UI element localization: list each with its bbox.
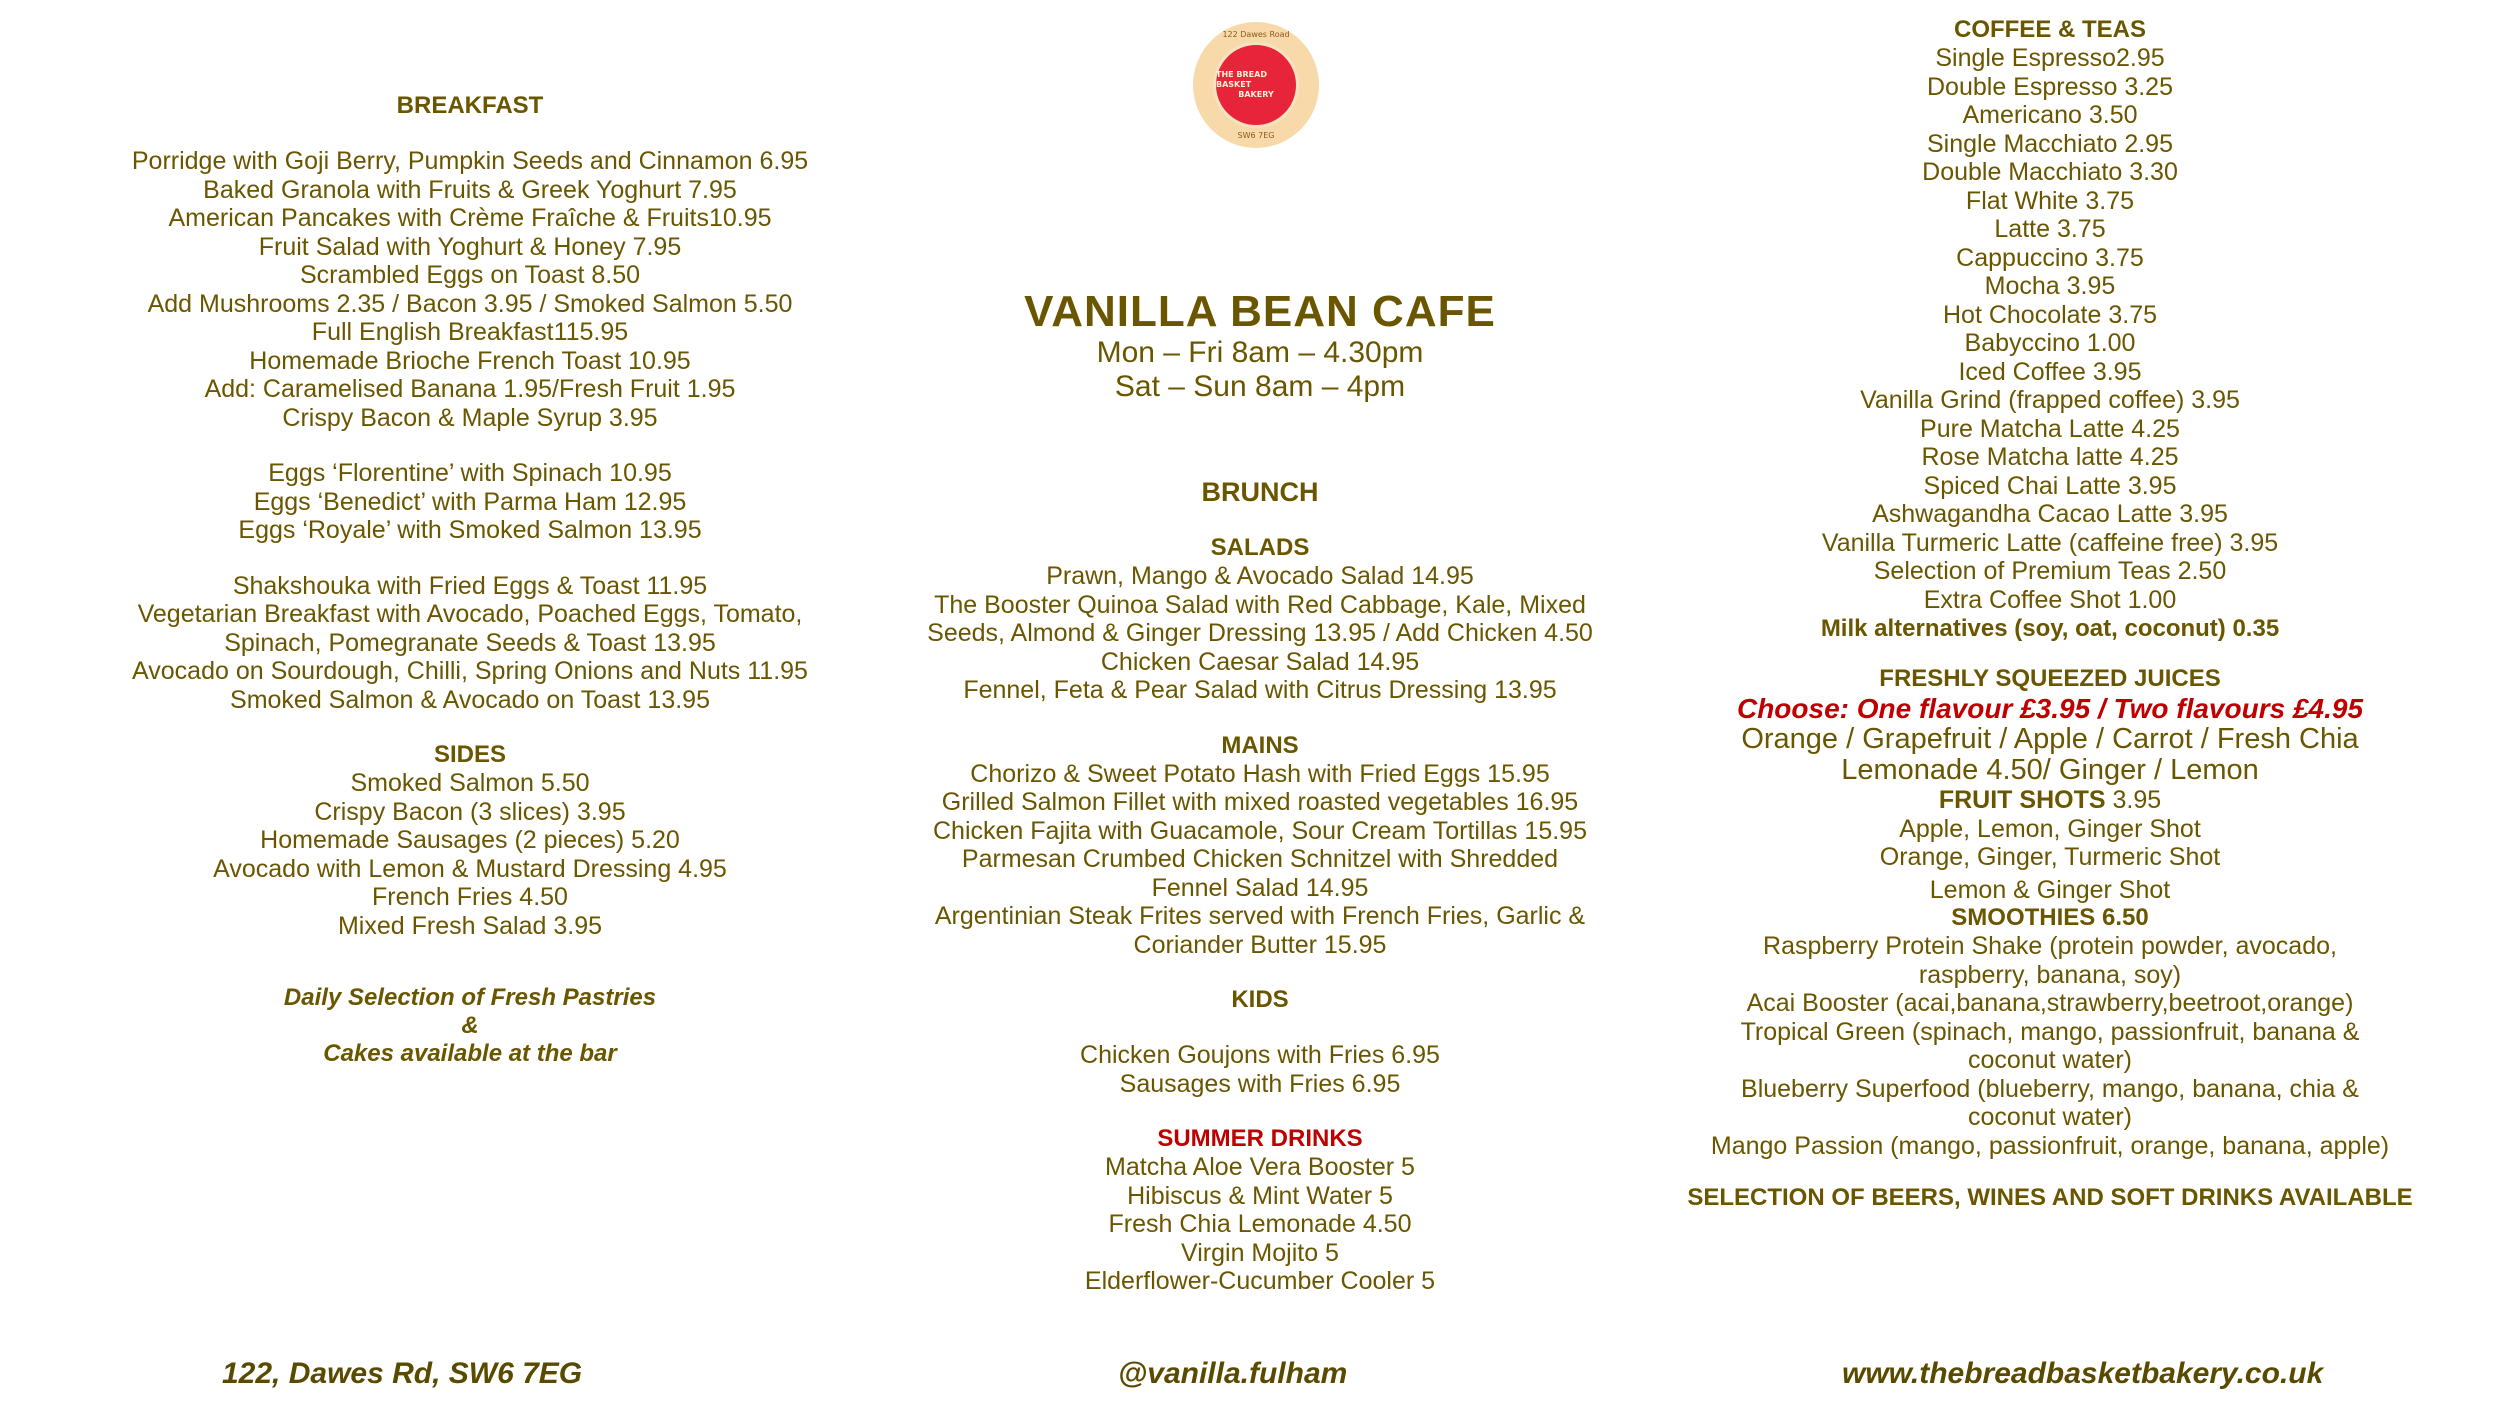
menu-item: Add Mushrooms 2.35 / Bacon 3.95 / Smoked Salmon 5.50 bbox=[147, 289, 793, 318]
sides-title: SIDES bbox=[433, 741, 507, 768]
menu-item: Chicken Goujons with Fries 6.95 bbox=[1080, 1041, 1440, 1069]
menu-item: Mocha 3.95 bbox=[1984, 272, 2116, 300]
mains-title: MAINS bbox=[1221, 731, 1299, 759]
logo-name-line1: THE BREAD BASKET bbox=[1216, 70, 1267, 89]
menu-item: Eggs ‘Royale’ with Smoked Salmon 13.95 bbox=[238, 516, 702, 544]
breakfast-group-1 bbox=[60, 147, 880, 432]
pastries-line-2: & bbox=[461, 1012, 479, 1039]
menu-item: Double Espresso 3.25 bbox=[1927, 72, 2173, 101]
menu-item: Seeds, Almond & Ginger Dressing 13.95 / Add Chicken 4.50 bbox=[927, 619, 1593, 647]
menu-item: French Fries 4.50 bbox=[372, 883, 568, 911]
menu-item: raspberry, banana, soy) bbox=[1918, 960, 2182, 989]
menu-item: Smoked Salmon & Avocado on Toast 13.95 bbox=[230, 685, 710, 714]
kids-list bbox=[870, 1041, 1650, 1098]
breakfast-group-2 bbox=[60, 459, 880, 545]
menu-item: Homemade Brioche French Toast 10.95 bbox=[249, 346, 691, 375]
menu-item: Iced Coffee 3.95 bbox=[1958, 357, 2142, 386]
menu-item: Prawn, Mango & Avocado Salad 14.95 bbox=[1046, 562, 1474, 590]
breakfast-title: BREAKFAST bbox=[396, 92, 544, 119]
menu-item: Eggs ‘Benedict’ with Parma Ham 12.95 bbox=[253, 487, 687, 516]
menu-item: Pure Matcha Latte 4.25 bbox=[1920, 414, 2180, 443]
menu-item: Homemade Sausages (2 pieces) 5.20 bbox=[260, 826, 680, 854]
menu-item: Chicken Caesar Salad 14.95 bbox=[1100, 647, 1420, 676]
menu-item: Shakshouka with Fried Eggs & Toast 11.95 bbox=[232, 571, 708, 600]
menu-item: Scrambled Eggs on Toast 8.50 bbox=[299, 261, 641, 289]
brunch-title: BRUNCH bbox=[1201, 477, 1319, 507]
menu-item: coconut water) bbox=[1968, 1046, 2132, 1074]
menu-item: Vegetarian Breakfast with Avocado, Poached Eggs, Tomato, bbox=[137, 600, 803, 628]
juices-choose: Choose: One flavour £3.95 / Two flavours £4.95 bbox=[1736, 693, 2364, 724]
menu-item: Apple, Lemon, Ginger Shot bbox=[1899, 814, 2201, 843]
menu-item: Flat White 3.75 bbox=[1965, 186, 2135, 215]
beers-wines-note: SELECTION OF BEERS, WINES AND SOFT DRINKS AVAILABLE bbox=[1687, 1184, 2413, 1211]
menu-item: Spiced Chai Latte 3.95 bbox=[1923, 471, 2177, 500]
logo-name-line2: BAKERY bbox=[1238, 90, 1274, 99]
menu-item: Parmesan Crumbed Chicken Schnitzel with Shredded bbox=[961, 845, 1559, 873]
fruit-shots-list bbox=[1640, 815, 2460, 905]
menu-item: Fennel Salad 14.95 bbox=[1151, 873, 1369, 902]
menu-item: Ashwagandha Cacao Latte 3.95 bbox=[1872, 500, 2228, 528]
menu-item: Vanilla Grind (frapped coffee) 3.95 bbox=[1860, 386, 2240, 414]
menu-item: coconut water) bbox=[1968, 1103, 2132, 1131]
menu-item: Full English Breakfast115.95 bbox=[311, 318, 629, 346]
cafe-header bbox=[870, 288, 1650, 404]
menu-item: Hot Chocolate 3.75 bbox=[1942, 300, 2158, 329]
pastries-note bbox=[60, 984, 880, 1068]
hours-weekday: Mon – Fri 8am – 4.30pm bbox=[1096, 336, 1424, 369]
menu-item: American Pancakes with Crème Fraîche & Fruits10.95 bbox=[168, 204, 772, 232]
drinks-column bbox=[1640, 16, 2460, 1212]
breakfast-column bbox=[60, 92, 880, 1068]
fruit-shots-title: FRUIT SHOTS bbox=[1938, 786, 2106, 814]
logo-ring-top: 122 Dawes Road bbox=[1222, 30, 1290, 39]
salads-title: SALADS bbox=[1210, 534, 1310, 561]
menu-item: Baked Granola with Fruits & Greek Yoghurt 7.95 bbox=[203, 175, 737, 204]
menu-item: Coriander Butter 15.95 bbox=[1133, 930, 1387, 959]
menu-item: Babyccino 1.00 bbox=[1964, 329, 2136, 357]
menu-item: Avocado on Sourdough, Chilli, Spring Onions and Nuts 11.95 bbox=[132, 657, 808, 685]
menu-item: Crispy Bacon & Maple Syrup 3.95 bbox=[282, 403, 658, 432]
juices-flavours-1: Orange / Grapefruit / Apple / Carrot / Fresh Chia bbox=[1741, 723, 2359, 755]
juices-flavours-2: Lemonade 4.50/ Ginger / Lemon bbox=[1841, 754, 2259, 786]
pastries-line-1: Daily Selection of Fresh Pastries bbox=[283, 984, 657, 1011]
menu-item: Chorizo & Sweet Potato Hash with Fried Eggs 15.95 bbox=[970, 759, 1550, 788]
menu-item: Smoked Salmon 5.50 bbox=[350, 769, 590, 797]
logo-ring-bottom: SW6 7EG bbox=[1237, 131, 1275, 140]
menu-item: Sausages with Fries 6.95 bbox=[1119, 1069, 1401, 1098]
menu-item: Single Macchiato 2.95 bbox=[1927, 129, 2173, 158]
fruit-shots-price: 3.95 bbox=[2105, 786, 2162, 814]
kids-title: KIDS bbox=[1231, 986, 1289, 1013]
milk-alternatives: Milk alternatives (soy, oat, coconut) 0.35 bbox=[1820, 615, 2280, 642]
menu-item: Add: Caramelised Banana 1.95/Fresh Fruit 1.95 bbox=[204, 375, 736, 403]
menu-item: Fruit Salad with Yoghurt & Honey 7.95 bbox=[258, 232, 682, 261]
mains-list bbox=[870, 760, 1650, 960]
footer-social: @vanilla.fulham bbox=[1118, 1357, 1348, 1390]
menu-item: Cappuccino 3.75 bbox=[1956, 243, 2144, 272]
menu-item: Avocado with Lemon & Mustard Dressing 4.95 bbox=[213, 854, 727, 883]
menu-item: Rose Matcha latte 4.25 bbox=[1921, 443, 2179, 471]
menu-item: Acai Booster (acai,banana,strawberry,beetroot,orange) bbox=[1746, 989, 2354, 1017]
menu-item: Grilled Salmon Fillet with mixed roasted vegetables 16.95 bbox=[941, 788, 1579, 816]
menu-item: Raspberry Protein Shake (protein powder, avocado, bbox=[1763, 932, 2337, 960]
sides-list bbox=[60, 769, 880, 940]
logo-badge bbox=[1213, 42, 1299, 128]
menu-item: Hibiscus & Mint Water 5 bbox=[1127, 1181, 1393, 1210]
menu-item: Fresh Chia Lemonade 4.50 bbox=[1108, 1210, 1412, 1238]
menu-item: Fennel, Feta & Pear Salad with Citrus Dressing 13.95 bbox=[963, 676, 1557, 704]
footer bbox=[0, 1356, 2504, 1396]
menu-item: Mixed Fresh Salad 3.95 bbox=[337, 911, 603, 940]
menu-item: Americano 3.50 bbox=[1962, 101, 2138, 129]
menu-item: Single Espresso2.95 bbox=[1935, 44, 2165, 72]
cafe-name: VANILLA BEAN CAFE bbox=[1024, 287, 1496, 336]
juices-title: FRESHLY SQUEEZED JUICES bbox=[1879, 665, 2221, 692]
menu-item: Vanilla Turmeric Latte (caffeine free) 3.95 bbox=[1821, 528, 2279, 557]
coffee-title: COFFEE & TEAS bbox=[1953, 16, 2146, 43]
menu-item: Matcha Aloe Vera Booster 5 bbox=[1105, 1153, 1415, 1181]
salads-list bbox=[870, 562, 1650, 705]
footer-address: 122, Dawes Rd, SW6 7EG bbox=[222, 1357, 583, 1390]
menu-item: Blueberry Superfood (blueberry, mango, banana, chia & bbox=[1741, 1074, 2359, 1103]
smoothies-list bbox=[1640, 932, 2460, 1160]
menu-item: Lemon & Ginger Shot bbox=[1929, 875, 2171, 904]
menu-item: Chicken Fajita with Guacamole, Sour Cream Tortillas 15.95 bbox=[933, 816, 1587, 845]
menu-item: Tropical Green (spinach, mango, passionfruit, banana & bbox=[1740, 1017, 2360, 1046]
menu-item: Selection of Premium Teas 2.50 bbox=[1873, 557, 2227, 585]
menu-item: Virgin Mojito 5 bbox=[1181, 1238, 1339, 1267]
hours-weekend: Sat – Sun 8am – 4pm bbox=[1114, 370, 1406, 403]
fruit-shots-heading bbox=[1640, 786, 2460, 815]
menu-item: Argentinian Steak Frites served with French Fries, Garlic & bbox=[934, 902, 1586, 930]
menu-item: The Booster Quinoa Salad with Red Cabbage, Kale, Mixed bbox=[934, 590, 1586, 619]
menu-item: Porridge with Goji Berry, Pumpkin Seeds and Cinnamon 6.95 bbox=[131, 147, 809, 175]
menu-item: Double Macchiato 3.30 bbox=[1922, 158, 2178, 186]
menu-item: Eggs ‘Florentine’ with Spinach 10.95 bbox=[268, 459, 672, 487]
menu-item: Extra Coffee Shot 1.00 bbox=[1923, 585, 2177, 614]
menu-item: Orange, Ginger, Turmeric Shot bbox=[1879, 843, 2221, 871]
summer-drinks-list bbox=[870, 1153, 1650, 1296]
menu-item: Elderflower-Cucumber Cooler 5 bbox=[1084, 1267, 1436, 1295]
menu-item: Latte 3.75 bbox=[1994, 215, 2106, 243]
coffee-list bbox=[1640, 44, 2460, 614]
footer-website: www.thebreadbasketbakery.co.uk bbox=[1842, 1357, 2324, 1390]
summer-drinks-title: SUMMER DRINKS bbox=[1157, 1125, 1363, 1152]
menu-item: Crispy Bacon (3 slices) 3.95 bbox=[314, 797, 626, 826]
smoothies-title: SMOOTHIES 6.50 bbox=[1951, 904, 2149, 931]
pastries-line-3: Cakes available at the bar bbox=[323, 1040, 617, 1067]
brunch-column bbox=[870, 478, 1650, 1296]
breakfast-group-3 bbox=[60, 572, 880, 715]
menu-item: Mango Passion (mango, passionfruit, orange, banana, apple) bbox=[1710, 1131, 2390, 1160]
menu-item: Spinach, Pomegranate Seeds & Toast 13.95 bbox=[224, 628, 716, 657]
bakery-logo bbox=[1193, 22, 1319, 148]
